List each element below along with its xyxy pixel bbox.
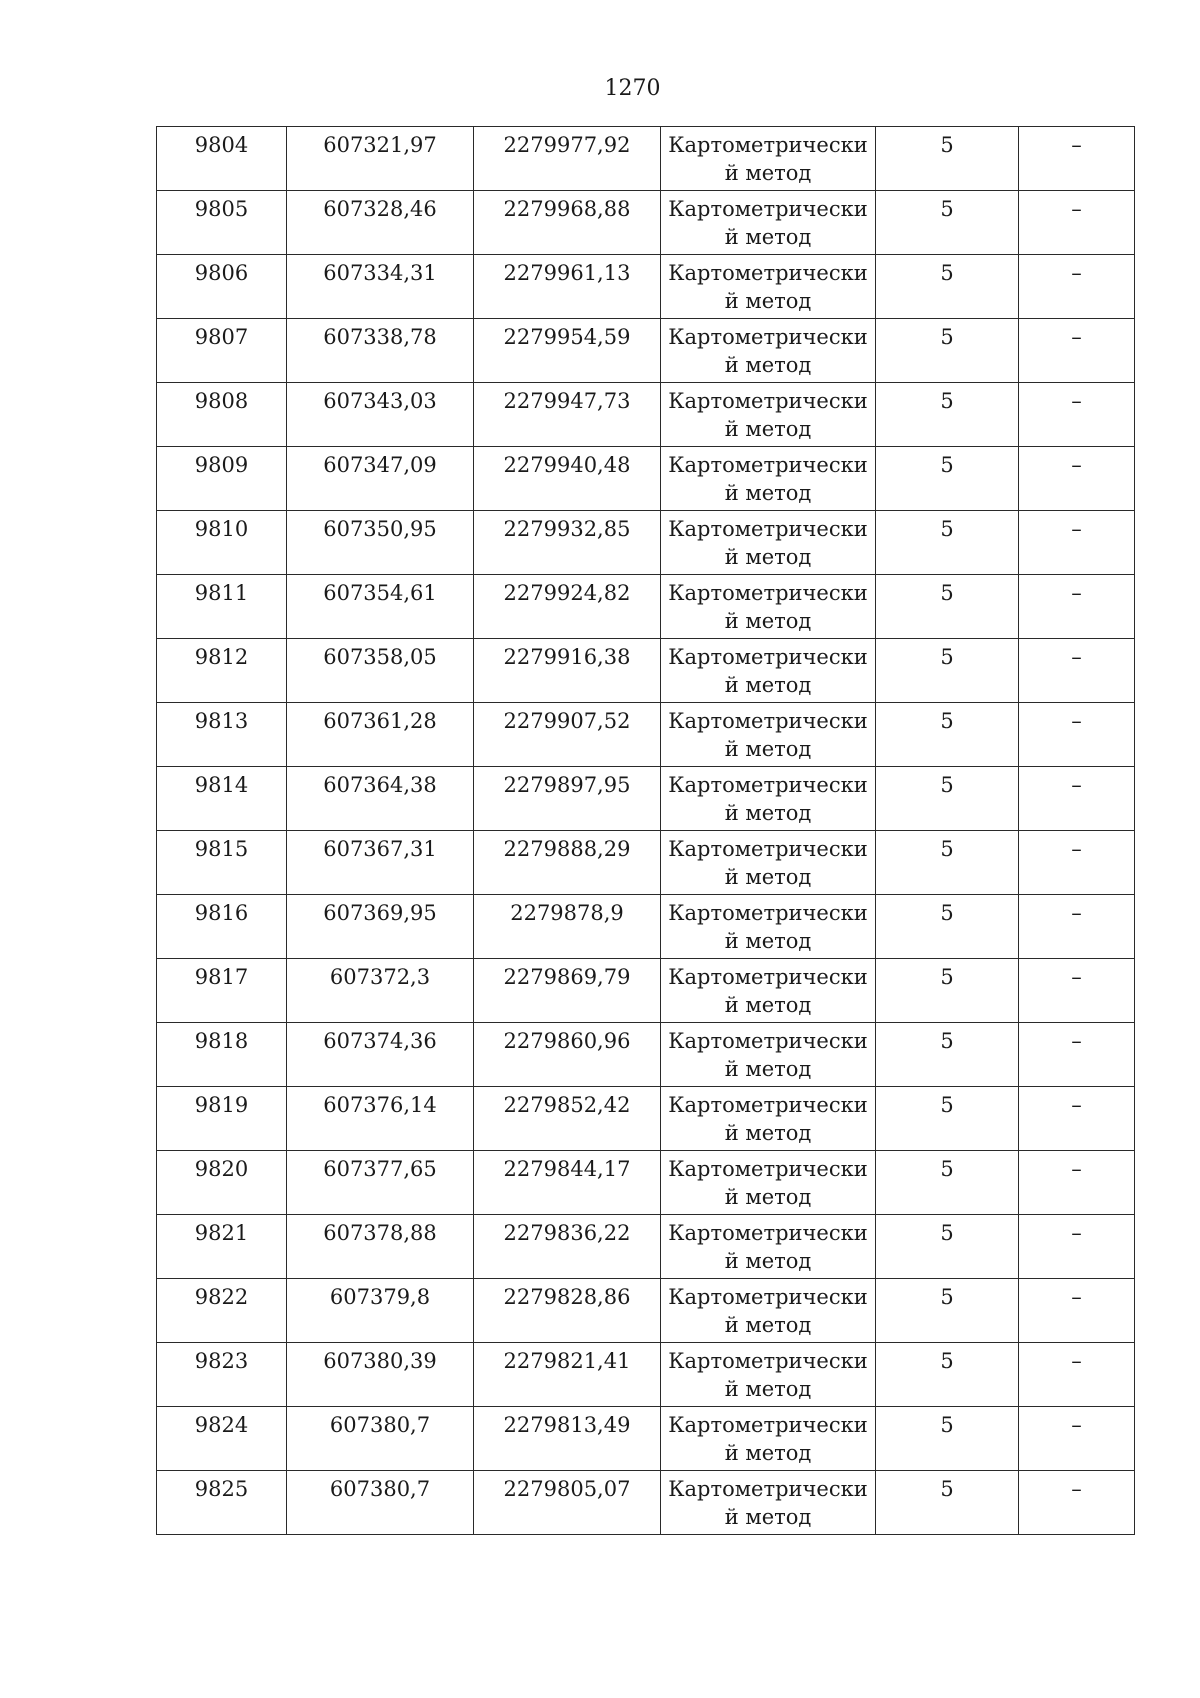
y-coordinate-cell: 2279844,17: [474, 1151, 661, 1215]
x-coordinate-cell: 607378,88: [287, 1215, 474, 1279]
point-number-cell: 9822: [157, 1279, 287, 1343]
table-row: [157, 639, 1135, 703]
method-cell: Картометрический метод: [661, 1343, 876, 1407]
point-number-cell: 9808: [157, 383, 287, 447]
table-row: [157, 319, 1135, 383]
accuracy-cell: 5: [876, 511, 1019, 575]
y-coordinate-cell: 2279869,79: [474, 959, 661, 1023]
method-cell: Картометрический метод: [661, 703, 876, 767]
accuracy-cell: 5: [876, 1279, 1019, 1343]
point-number-cell: 9810: [157, 511, 287, 575]
note-cell: –: [1019, 383, 1135, 447]
y-coordinate-cell: 2279821,41: [474, 1343, 661, 1407]
table-row: [157, 959, 1135, 1023]
table-row: [157, 127, 1135, 191]
coordinates-table: [156, 126, 1135, 1535]
y-coordinate-cell: 2279813,49: [474, 1407, 661, 1471]
x-coordinate-cell: 607361,28: [287, 703, 474, 767]
x-coordinate-cell: 607358,05: [287, 639, 474, 703]
point-number-cell: 9816: [157, 895, 287, 959]
method-cell: Картометрический метод: [661, 127, 876, 191]
note-cell: –: [1019, 127, 1135, 191]
x-coordinate-cell: 607321,97: [287, 127, 474, 191]
table-row: [157, 255, 1135, 319]
note-cell: –: [1019, 1215, 1135, 1279]
y-coordinate-cell: 2279860,96: [474, 1023, 661, 1087]
method-cell: Картометрический метод: [661, 511, 876, 575]
accuracy-cell: 5: [876, 447, 1019, 511]
coordinates-table-body: [157, 127, 1135, 1535]
y-coordinate-cell: 2279977,92: [474, 127, 661, 191]
method-cell: Картометрический метод: [661, 767, 876, 831]
x-coordinate-cell: 607328,46: [287, 191, 474, 255]
method-cell: Картометрический метод: [661, 383, 876, 447]
y-coordinate-cell: 2279924,82: [474, 575, 661, 639]
point-number-cell: 9825: [157, 1471, 287, 1535]
method-cell: Картометрический метод: [661, 895, 876, 959]
point-number-cell: 9807: [157, 319, 287, 383]
note-cell: –: [1019, 1087, 1135, 1151]
x-coordinate-cell: 607334,31: [287, 255, 474, 319]
table-row: [157, 1407, 1135, 1471]
table-row: [157, 383, 1135, 447]
x-coordinate-cell: 607376,14: [287, 1087, 474, 1151]
accuracy-cell: 5: [876, 703, 1019, 767]
table-row: [157, 511, 1135, 575]
table-row: [157, 703, 1135, 767]
table-row: [157, 1215, 1135, 1279]
x-coordinate-cell: 607369,95: [287, 895, 474, 959]
note-cell: –: [1019, 831, 1135, 895]
table-row: [157, 767, 1135, 831]
point-number-cell: 9817: [157, 959, 287, 1023]
y-coordinate-cell: 2279805,07: [474, 1471, 661, 1535]
note-cell: –: [1019, 703, 1135, 767]
y-coordinate-cell: 2279828,86: [474, 1279, 661, 1343]
y-coordinate-cell: 2279888,29: [474, 831, 661, 895]
accuracy-cell: 5: [876, 575, 1019, 639]
y-coordinate-cell: 2279878,9: [474, 895, 661, 959]
note-cell: –: [1019, 1151, 1135, 1215]
method-cell: Картометрический метод: [661, 639, 876, 703]
method-cell: Картометрический метод: [661, 319, 876, 383]
accuracy-cell: 5: [876, 191, 1019, 255]
accuracy-cell: 5: [876, 767, 1019, 831]
table-row: [157, 1023, 1135, 1087]
accuracy-cell: 5: [876, 1343, 1019, 1407]
x-coordinate-cell: 607380,7: [287, 1471, 474, 1535]
note-cell: –: [1019, 1279, 1135, 1343]
table-row: [157, 831, 1135, 895]
y-coordinate-cell: 2279852,42: [474, 1087, 661, 1151]
table-row: [157, 1343, 1135, 1407]
method-cell: Картометрический метод: [661, 447, 876, 511]
accuracy-cell: 5: [876, 127, 1019, 191]
accuracy-cell: 5: [876, 1087, 1019, 1151]
table-row: [157, 575, 1135, 639]
point-number-cell: 9805: [157, 191, 287, 255]
point-number-cell: 9823: [157, 1343, 287, 1407]
x-coordinate-cell: 607379,8: [287, 1279, 474, 1343]
y-coordinate-cell: 2279897,95: [474, 767, 661, 831]
y-coordinate-cell: 2279940,48: [474, 447, 661, 511]
accuracy-cell: 5: [876, 383, 1019, 447]
x-coordinate-cell: 607372,3: [287, 959, 474, 1023]
note-cell: –: [1019, 1407, 1135, 1471]
point-number-cell: 9818: [157, 1023, 287, 1087]
note-cell: –: [1019, 767, 1135, 831]
accuracy-cell: 5: [876, 1471, 1019, 1535]
table-row: [157, 1471, 1135, 1535]
point-number-cell: 9815: [157, 831, 287, 895]
note-cell: –: [1019, 959, 1135, 1023]
y-coordinate-cell: 2279947,73: [474, 383, 661, 447]
point-number-cell: 9812: [157, 639, 287, 703]
note-cell: –: [1019, 1343, 1135, 1407]
note-cell: –: [1019, 319, 1135, 383]
method-cell: Картометрический метод: [661, 1471, 876, 1535]
point-number-cell: 9804: [157, 127, 287, 191]
note-cell: –: [1019, 191, 1135, 255]
accuracy-cell: 5: [876, 1023, 1019, 1087]
accuracy-cell: 5: [876, 1407, 1019, 1471]
accuracy-cell: 5: [876, 319, 1019, 383]
note-cell: –: [1019, 639, 1135, 703]
point-number-cell: 9809: [157, 447, 287, 511]
point-number-cell: 9813: [157, 703, 287, 767]
accuracy-cell: 5: [876, 639, 1019, 703]
point-number-cell: 9806: [157, 255, 287, 319]
accuracy-cell: 5: [876, 959, 1019, 1023]
note-cell: –: [1019, 255, 1135, 319]
method-cell: Картометрический метод: [661, 1279, 876, 1343]
y-coordinate-cell: 2279968,88: [474, 191, 661, 255]
table-row: [157, 1087, 1135, 1151]
note-cell: –: [1019, 1471, 1135, 1535]
accuracy-cell: 5: [876, 1151, 1019, 1215]
method-cell: Картометрический метод: [661, 831, 876, 895]
x-coordinate-cell: 607354,61: [287, 575, 474, 639]
method-cell: Картометрический метод: [661, 1407, 876, 1471]
method-cell: Картометрический метод: [661, 1151, 876, 1215]
point-number-cell: 9821: [157, 1215, 287, 1279]
table-row: [157, 1151, 1135, 1215]
accuracy-cell: 5: [876, 831, 1019, 895]
accuracy-cell: 5: [876, 1215, 1019, 1279]
note-cell: –: [1019, 1023, 1135, 1087]
x-coordinate-cell: 607377,65: [287, 1151, 474, 1215]
x-coordinate-cell: 607367,31: [287, 831, 474, 895]
accuracy-cell: 5: [876, 895, 1019, 959]
y-coordinate-cell: 2279916,38: [474, 639, 661, 703]
method-cell: Картометрический метод: [661, 1087, 876, 1151]
x-coordinate-cell: 607338,78: [287, 319, 474, 383]
point-number-cell: 9819: [157, 1087, 287, 1151]
method-cell: Картометрический метод: [661, 191, 876, 255]
x-coordinate-cell: 607347,09: [287, 447, 474, 511]
note-cell: –: [1019, 895, 1135, 959]
x-coordinate-cell: 607343,03: [287, 383, 474, 447]
y-coordinate-cell: 2279836,22: [474, 1215, 661, 1279]
note-cell: –: [1019, 511, 1135, 575]
method-cell: Картометрический метод: [661, 959, 876, 1023]
method-cell: Картометрический метод: [661, 1215, 876, 1279]
x-coordinate-cell: 607364,38: [287, 767, 474, 831]
page-number: 1270: [604, 76, 661, 101]
table-row: [157, 447, 1135, 511]
point-number-cell: 9824: [157, 1407, 287, 1471]
point-number-cell: 9814: [157, 767, 287, 831]
point-number-cell: 9811: [157, 575, 287, 639]
table-row: [157, 895, 1135, 959]
y-coordinate-cell: 2279954,59: [474, 319, 661, 383]
point-number-cell: 9820: [157, 1151, 287, 1215]
note-cell: –: [1019, 575, 1135, 639]
y-coordinate-cell: 2279907,52: [474, 703, 661, 767]
x-coordinate-cell: 607380,7: [287, 1407, 474, 1471]
accuracy-cell: 5: [876, 255, 1019, 319]
method-cell: Картометрический метод: [661, 575, 876, 639]
note-cell: –: [1019, 447, 1135, 511]
method-cell: Картометрический метод: [661, 1023, 876, 1087]
table-row: [157, 1279, 1135, 1343]
y-coordinate-cell: 2279932,85: [474, 511, 661, 575]
x-coordinate-cell: 607350,95: [287, 511, 474, 575]
y-coordinate-cell: 2279961,13: [474, 255, 661, 319]
method-cell: Картометрический метод: [661, 255, 876, 319]
table-row: [157, 191, 1135, 255]
x-coordinate-cell: 607380,39: [287, 1343, 474, 1407]
x-coordinate-cell: 607374,36: [287, 1023, 474, 1087]
